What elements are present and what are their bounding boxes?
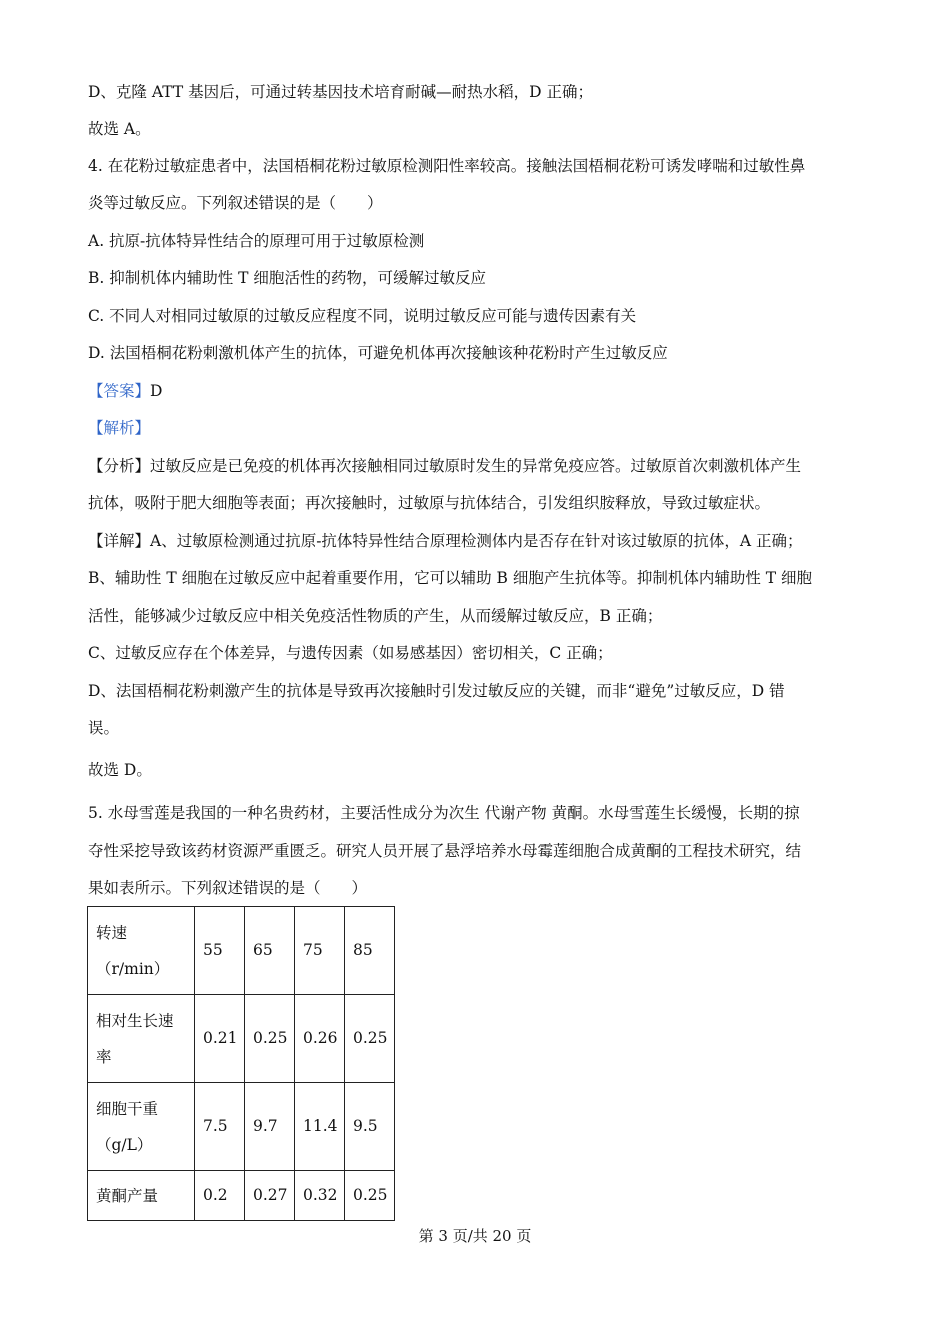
answer-value: D	[150, 382, 163, 400]
row-header: 细胞干重 （g/L）	[88, 1083, 195, 1171]
answer-tag: 【答案】	[88, 382, 151, 400]
table-row	[88, 995, 395, 1083]
table-cell: 75	[295, 907, 345, 995]
table-cell: 0.25	[345, 1171, 395, 1221]
table-cell: 11.4	[295, 1083, 345, 1171]
detail-line: 活性，能够减少过敏反应中相关免疫活性物质的产生，从而缓解过敏反应，B 正确；	[88, 607, 663, 625]
question-5-stem: 夺性采挖导致该药材资源严重匮乏。研究人员开展了悬浮培养水母霉莲细胞合成黄酮的工程技术研究，结	[88, 842, 802, 860]
table-cell: 0.26	[295, 995, 345, 1083]
text-line: 故选 A。	[88, 120, 151, 138]
table-cell: 0.21	[195, 995, 245, 1083]
page-footer: 第 3 页/共 20 页	[418, 1227, 532, 1245]
option-a: A. 抗原-抗体特异性结合的原理可用于过敏原检测	[88, 232, 425, 250]
text-line: D、克隆 ATT 基因后，可通过转基因技术培育耐碱—耐热水稻，D 正确；	[88, 83, 593, 101]
table-cell: 85	[345, 907, 395, 995]
table-cell: 9.7	[245, 1083, 295, 1171]
question-5-stem: 5. 水母雪莲是我国的一种名贵药材，主要活性成分为次生 代谢产物 黄酮。水母雪莲生长缓慢，长期的掠	[88, 804, 800, 822]
answer-line	[88, 381, 868, 401]
choice-line: 故选 D。	[88, 761, 152, 779]
detail-line: 【详解】A、过敏原检测通过抗原-抗体特异性结合原理检测体内是否存在针对该过敏原的抗体，A 正确；	[88, 532, 803, 550]
table-cell: 7.5	[195, 1083, 245, 1171]
table-row	[88, 907, 395, 995]
results-table	[87, 906, 395, 1221]
analysis-tag: 【解析】	[88, 419, 151, 437]
option-d: D. 法国梧桐花粉刺激机体产生的抗体，可避免机体再次接触该种花粉时产生过敏反应	[88, 344, 668, 362]
question-4-stem: 4. 在花粉过敏症患者中，法国梧桐花粉过敏原检测阳性率较高。接触法国梧桐花粉可诱发哮喘和过敏性鼻	[88, 157, 806, 175]
option-b: B. 抑制机体内辅助性 T 细胞活性的药物，可缓解过敏反应	[88, 269, 486, 287]
table-cell: 55	[195, 907, 245, 995]
table-row	[88, 1171, 395, 1221]
detail-line: D、法国梧桐花粉刺激产生的抗体是导致再次接触时引发过敏反应的关键，而非“避免”过敏反应，D 错	[88, 682, 785, 700]
question-5-stem: 果如表所示。下列叙述错误的是（ ）	[88, 879, 368, 897]
row-header: 相对生长速 率	[88, 995, 195, 1083]
table-cell: 65	[245, 907, 295, 995]
analysis-line: 【分析】过敏反应是已免疫的机体再次接触相同过敏原时发生的异常免疫应答。过敏原首次刺激机体产生	[88, 457, 802, 475]
row-header: 转速 （r/min）	[88, 907, 195, 995]
table-cell: 0.25	[245, 995, 295, 1083]
table-cell: 0.2	[195, 1171, 245, 1221]
table-row	[88, 1083, 395, 1171]
detail-line: 误。	[88, 719, 120, 737]
analysis-line: 抗体，吸附于肥大细胞等表面；再次接触时，过敏原与抗体结合，引发组织胺释放，导致过敏症状。	[88, 494, 771, 512]
detail-line: B、辅助性 T 细胞在过敏反应中起着重要作用，它可以辅助 B 细胞产生抗体等。抑制机体内辅助性 T 细胞	[88, 569, 813, 587]
option-c: C. 不同人对相同过敏原的过敏反应程度不同，说明过敏反应可能与遗传因素有关	[88, 307, 637, 325]
table-cell: 0.25	[345, 995, 395, 1083]
table-cell: 0.27	[245, 1171, 295, 1221]
detail-line: C、过敏反应存在个体差异，与遗传因素（如易感基因）密切相关，C 正确；	[88, 644, 613, 662]
table-cell: 9.5	[345, 1083, 395, 1171]
row-header: 黄酮产量	[88, 1171, 195, 1221]
table-cell: 0.32	[295, 1171, 345, 1221]
question-4-stem: 炎等过敏反应。下列叙述错误的是（ ）	[88, 194, 383, 212]
